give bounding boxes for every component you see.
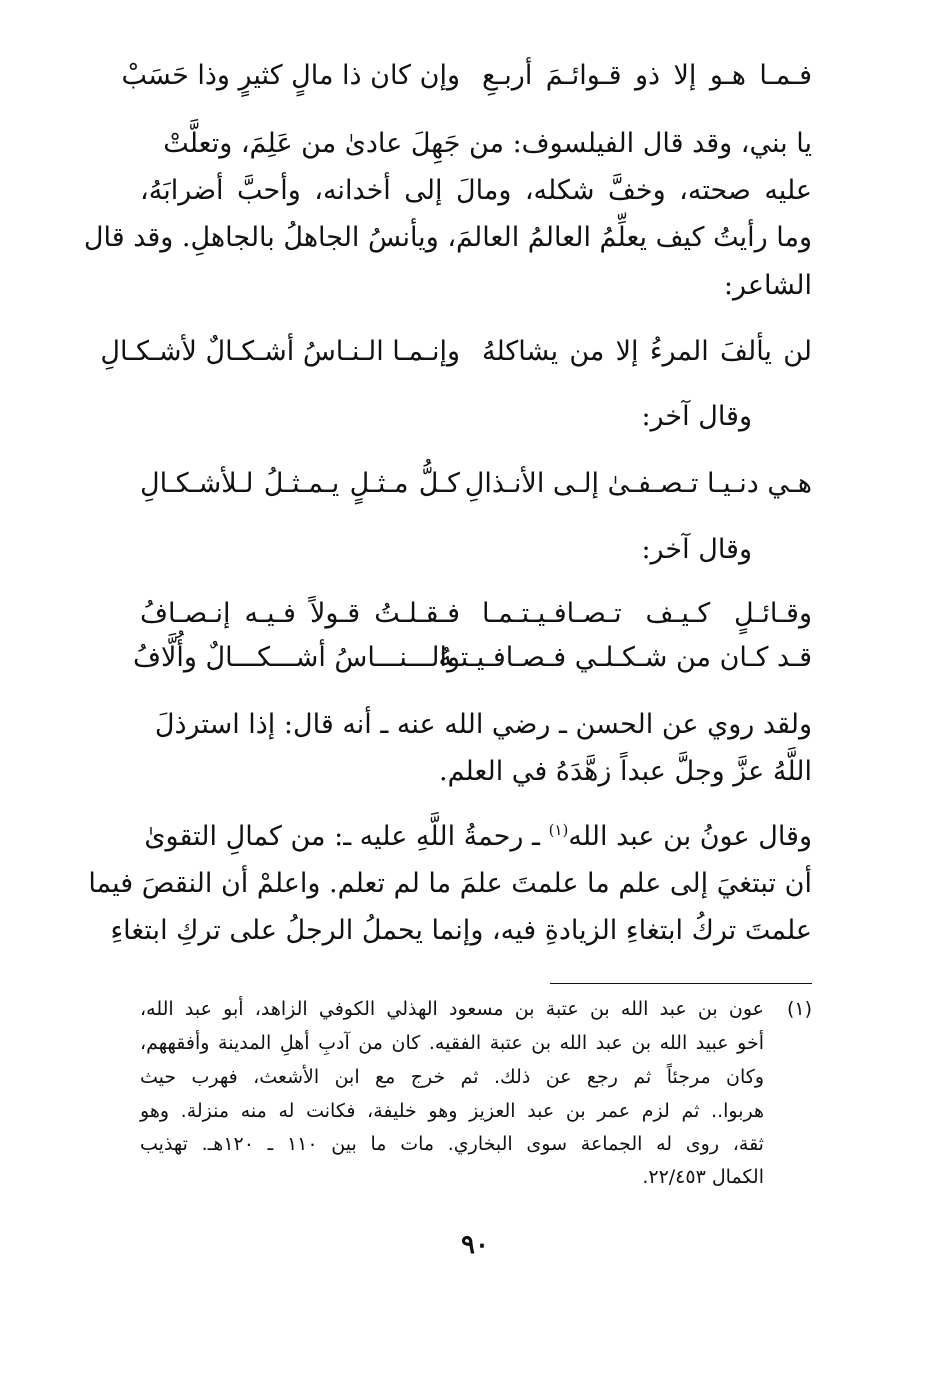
verse3-hemistich-right: هـي دنـيـا تـصـفـىٰ إلـى الأنـذالِ xyxy=(464,468,812,499)
footnote-line-5: ثقة، روى له الجماعة سوى البخاري. مات ما بين ١١٠ ـ ١٢٠هـ. تهذيب xyxy=(140,1133,764,1155)
footnote-line-6: الكمال ٢٢/٤٥٣. xyxy=(642,1166,764,1188)
para1-line-1: يا بني، وقد قال الفيلسوف: من جَهِلَ عادىٰ من عَلِمَ، وتعلَّتْ xyxy=(163,128,812,159)
verse2-hemistich-left: وإنـمـا الـنـاسُ أشـكـالٌ لأشـكـالِ xyxy=(100,336,460,367)
verse1-hemistich-right: فـمـا هـو إلا ذو قـوائـمَ أربـعِ xyxy=(482,60,812,91)
verse4-line1-left: فـقـلـتُ قـولاً فـيـه إنـصـافُ xyxy=(140,598,460,629)
verse2-hemistich-right: لن يألفَ المرءُ إلا من يشاكلهُ xyxy=(482,336,812,367)
footnote-number: (١) xyxy=(786,998,812,1020)
other-poet-label-1: وقال آخر: xyxy=(641,401,752,432)
footnote-reference[interactable]: (١) xyxy=(548,821,569,839)
para3-line-2: أن تبتغيَ إلى علم ما علمتَ علمَ ما لم تعلم. واعلمْ أن النقصَ فيما xyxy=(88,868,812,899)
footnote-line-1: عون بن عبد الله بن عتبة بن مسعود الهذلي الكوفي الزاهد، أبو عبد الله، xyxy=(140,998,764,1020)
verse4-line1-right: وقـائـلٍ كـيـف تـصـافـيـتـمـا xyxy=(482,598,812,629)
para1-line-4: الشاعر: xyxy=(723,270,812,301)
footnote-separator xyxy=(550,983,812,984)
footnote-line-3: وكان مرجئاً ثم رجع عن ذلك. ثم خرج مع ابن الأشعث، فهرب حيث xyxy=(140,1066,764,1088)
para1-line-3: وما رأيتُ كيف يعلِّمُ العالمُ العالمَ، ويأنسُ الجاهلُ بالجاهلِ. وقد قال xyxy=(83,222,812,253)
para1-line-2: عليه صحته، وخفَّ شكله، ومالَ إلى أخدانه، وأحبَّ أضرابَهُ، xyxy=(140,175,812,206)
verse1-hemistich-left: وإن كان ذا مالٍ كثيرٍ وذا حَسَبْ xyxy=(121,60,460,91)
para2-line-1: ولقد روي عن الحسن ـ رضي الله عنه ـ أنه قال: إذا استرذلَ xyxy=(154,709,812,740)
footnote-line-2: أخو عبيد الله بن عبد الله بن عتبة الفقيه. كان من آدبِ أهلِ المدينة وأفقههم، xyxy=(140,1032,764,1054)
verse3-hemistich-left: كـلُّ مـثـلٍ يـمـثـلُ لـلأشـكـالِ xyxy=(140,468,460,499)
footnote-line-4: هربوا.. ثم لزم عمر بن عبد العزيز وهو خليفة، فكانت له منه منزلة. وهو xyxy=(140,1100,764,1122)
page-number: ٩٠ xyxy=(461,1230,489,1260)
other-poet-label-2: وقال آخر: xyxy=(641,534,752,565)
para3-line-1: وقال عونُ بن عبد الله$^{(١)}$ ـ رحمةُ اللَّهِ عليه ـ: من كمالِ التقوىٰ xyxy=(144,821,812,852)
verse4-line2-right: قـد كـان من شـكـلـي فـصـافـيـتـهُ xyxy=(438,642,812,673)
para2-line-2: اللَّهُ عزَّ وجلَّ عبداً زهَّدَهُ في العلم. xyxy=(438,756,812,787)
para3-line-3: علمتَ تركُ ابتغاءِ الزيادةِ فيه، وإنما يحملُ الرجلُ على تركِ ابتغاءِ xyxy=(110,915,812,946)
verse4-line2-left: والـــنـــاسُ أشـــكـــالٌ وأُلَّافُ xyxy=(133,642,460,673)
